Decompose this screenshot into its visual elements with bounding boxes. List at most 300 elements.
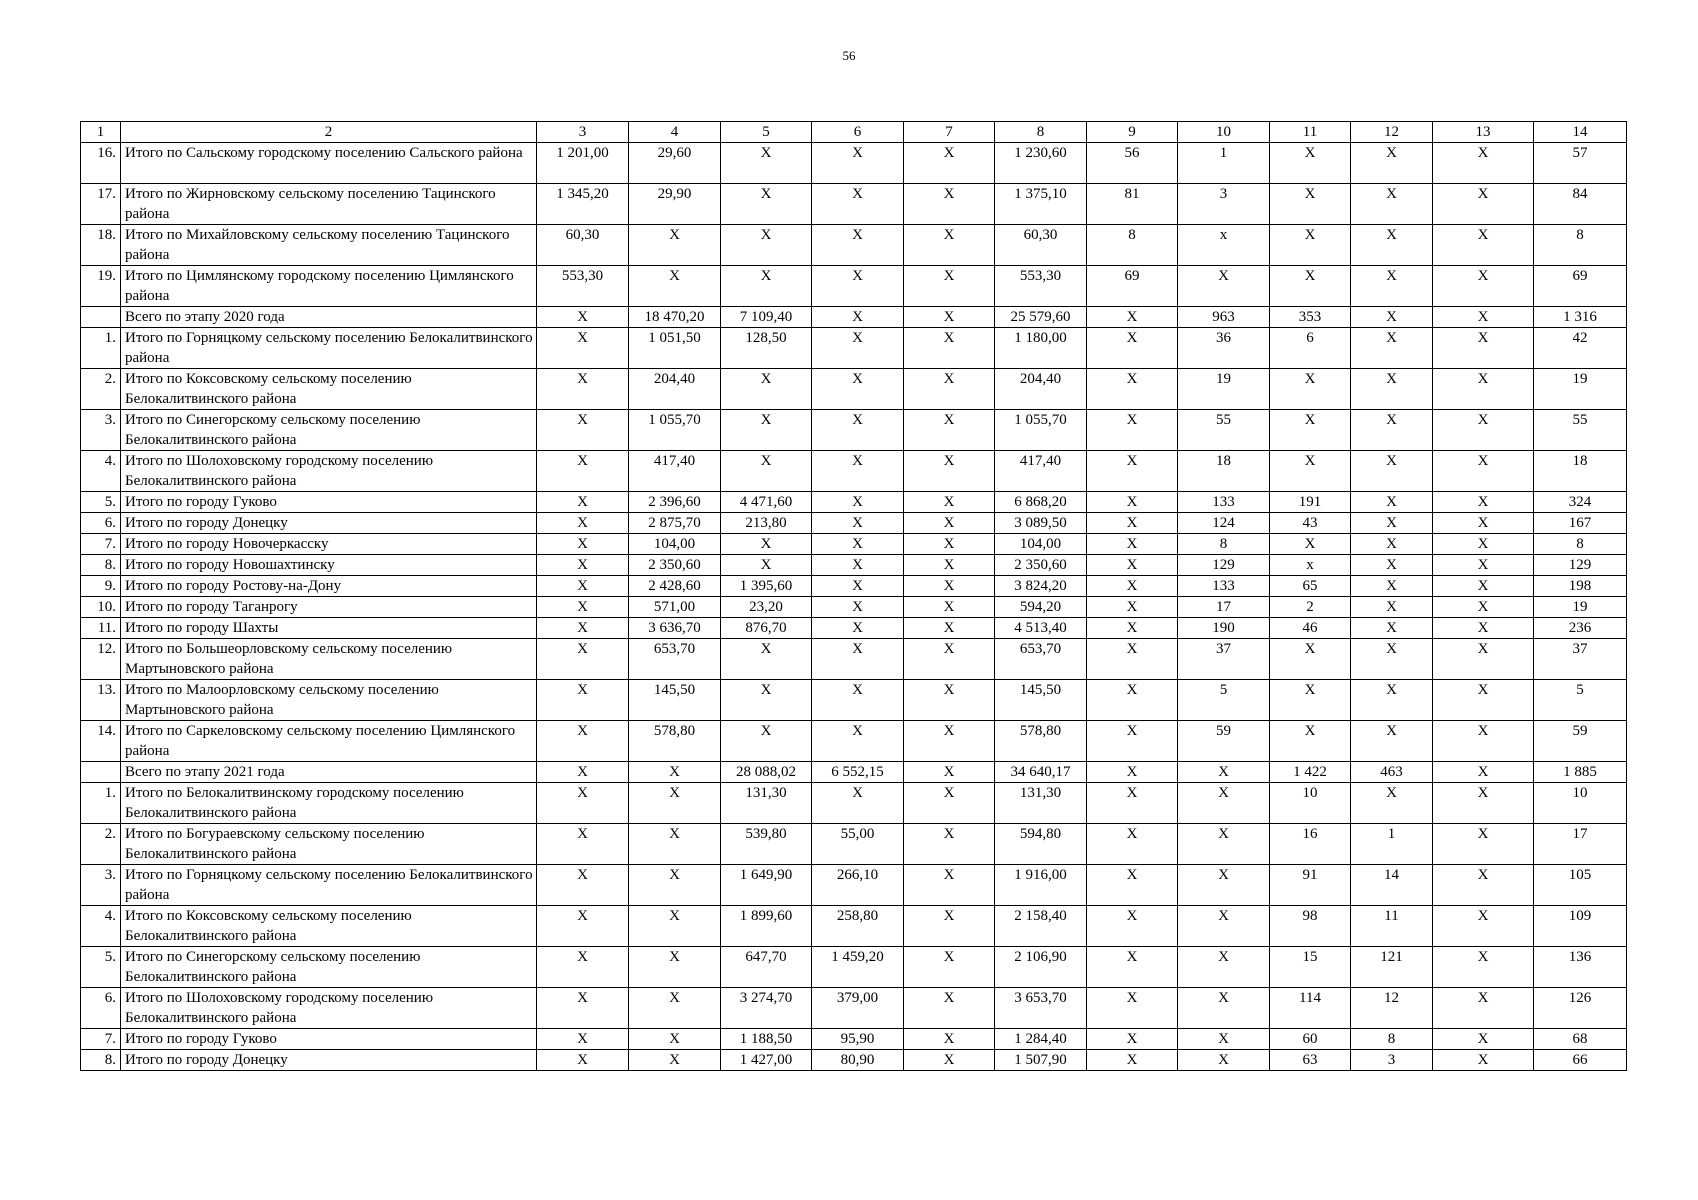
value-cell: 1 051,50 [629, 328, 721, 369]
value-cell: X [537, 680, 629, 721]
data-table [80, 121, 1627, 1071]
column-header: 2 [121, 122, 537, 143]
column-header: 12 [1351, 122, 1433, 143]
value-cell: 46 [1270, 618, 1351, 639]
value-cell: 1 284,40 [995, 1029, 1087, 1050]
value-cell: 594,20 [995, 597, 1087, 618]
value-cell: 34 640,17 [995, 762, 1087, 783]
table-row [81, 1029, 1627, 1050]
value-cell: 1 055,70 [995, 410, 1087, 451]
value-cell: 60 [1270, 1029, 1351, 1050]
value-cell: 5 [1534, 680, 1627, 721]
value-cell: X [629, 266, 721, 307]
value-cell: X [1433, 492, 1534, 513]
value-cell: X [1351, 307, 1433, 328]
value-cell: X [1087, 410, 1178, 451]
row-name-cell: Итого по городу Шахты [121, 618, 537, 639]
row-number-cell: 9. [81, 576, 121, 597]
value-cell: 167 [1534, 513, 1627, 534]
table-row [81, 534, 1627, 555]
column-header: 14 [1534, 122, 1627, 143]
value-cell: X [812, 266, 904, 307]
value-cell: X [537, 762, 629, 783]
value-cell: X [904, 947, 995, 988]
value-cell: 571,00 [629, 597, 721, 618]
table-row [81, 1050, 1627, 1071]
value-cell: X [1087, 307, 1178, 328]
value-cell: 114 [1270, 988, 1351, 1029]
value-cell: 57 [1534, 143, 1627, 184]
row-number-cell: 7. [81, 1029, 121, 1050]
value-cell: X [1433, 906, 1534, 947]
row-number-cell: 2. [81, 824, 121, 865]
value-cell: 133 [1178, 576, 1270, 597]
value-cell: X [1433, 762, 1534, 783]
row-number-cell: 19. [81, 266, 121, 307]
value-cell: X [1351, 513, 1433, 534]
value-cell: X [1270, 266, 1351, 307]
value-cell: 1 459,20 [812, 947, 904, 988]
value-cell: 129 [1178, 555, 1270, 576]
value-cell: 3 274,70 [721, 988, 812, 1029]
value-cell: 3 636,70 [629, 618, 721, 639]
value-cell: X [904, 783, 995, 824]
value-cell: X [904, 369, 995, 410]
row-number-cell: 1. [81, 328, 121, 369]
value-cell: X [904, 865, 995, 906]
value-cell: X [1433, 328, 1534, 369]
value-cell: X [1433, 225, 1534, 266]
value-cell: X [537, 824, 629, 865]
value-cell: X [1087, 1029, 1178, 1050]
value-cell: 1 427,00 [721, 1050, 812, 1071]
value-cell: 1 201,00 [537, 143, 629, 184]
value-cell: 2 350,60 [995, 555, 1087, 576]
value-cell: 10 [1534, 783, 1627, 824]
value-cell: X [1087, 906, 1178, 947]
value-cell: 66 [1534, 1050, 1627, 1071]
value-cell: X [904, 513, 995, 534]
value-cell: X [1433, 369, 1534, 410]
value-cell: 10 [1270, 783, 1351, 824]
table-row [81, 266, 1627, 307]
value-cell: 60,30 [995, 225, 1087, 266]
value-cell: X [537, 328, 629, 369]
value-cell: 2 [1270, 597, 1351, 618]
value-cell: X [1351, 721, 1433, 762]
value-cell: X [1351, 555, 1433, 576]
value-cell: 28 088,02 [721, 762, 812, 783]
value-cell: X [1178, 783, 1270, 824]
row-number-cell: 16. [81, 143, 121, 184]
value-cell: X [537, 513, 629, 534]
value-cell: X [904, 492, 995, 513]
value-cell: 594,80 [995, 824, 1087, 865]
value-cell: 1 649,90 [721, 865, 812, 906]
value-cell: X [812, 513, 904, 534]
table-row [81, 947, 1627, 988]
value-cell: X [1351, 328, 1433, 369]
row-number-cell: 6. [81, 513, 121, 534]
row-name-cell: Итого по городу Ростову-на-Дону [121, 576, 537, 597]
value-cell: X [812, 328, 904, 369]
value-cell: X [1351, 225, 1433, 266]
value-cell: X [1270, 184, 1351, 225]
value-cell: 2 428,60 [629, 576, 721, 597]
value-cell: 191 [1270, 492, 1351, 513]
value-cell: X [537, 534, 629, 555]
value-cell: 1 395,60 [721, 576, 812, 597]
value-cell: X [1433, 555, 1534, 576]
column-header: 5 [721, 122, 812, 143]
value-cell: X [537, 1050, 629, 1071]
value-cell: 1 [1178, 143, 1270, 184]
table-row [81, 555, 1627, 576]
value-cell: X [812, 680, 904, 721]
value-cell: X [1351, 143, 1433, 184]
row-name-cell: Итого по городу Гуково [121, 1029, 537, 1050]
row-number-cell: 8. [81, 555, 121, 576]
value-cell: 59 [1534, 721, 1627, 762]
value-cell: 1 188,50 [721, 1029, 812, 1050]
value-cell: 126 [1534, 988, 1627, 1029]
value-cell: X [629, 906, 721, 947]
value-cell: X [1178, 988, 1270, 1029]
value-cell: X [721, 639, 812, 680]
value-cell: X [904, 328, 995, 369]
table-row [81, 721, 1627, 762]
value-cell: 105 [1534, 865, 1627, 906]
value-cell: X [904, 721, 995, 762]
row-number-cell [81, 307, 121, 328]
row-name-cell: Итого по Коксовскому сельскому поселению Белокалитвинского района [121, 369, 537, 410]
value-cell: X [1433, 184, 1534, 225]
value-cell: X [1178, 1050, 1270, 1071]
value-cell: 3 089,50 [995, 513, 1087, 534]
value-cell: X [537, 451, 629, 492]
value-cell: X [812, 410, 904, 451]
value-cell: X [904, 639, 995, 680]
column-header: 13 [1433, 122, 1534, 143]
value-cell: 198 [1534, 576, 1627, 597]
column-header: 1 [81, 122, 121, 143]
value-cell: X [1270, 721, 1351, 762]
table-row [81, 618, 1627, 639]
value-cell: 3 [1351, 1050, 1433, 1071]
value-cell: X [629, 1029, 721, 1050]
value-cell: 18 470,20 [629, 307, 721, 328]
table-row [81, 597, 1627, 618]
value-cell: 2 875,70 [629, 513, 721, 534]
value-cell: X [812, 597, 904, 618]
row-name-cell: Итого по городу Новочеркасску [121, 534, 537, 555]
value-cell: 56 [1087, 143, 1178, 184]
value-cell: X [1178, 266, 1270, 307]
row-name-cell: Итого по Синегорскому сельскому поселению Белокалитвинского района [121, 410, 537, 451]
table-row [81, 988, 1627, 1029]
value-cell: 8 [1534, 534, 1627, 555]
value-cell: 95,90 [812, 1029, 904, 1050]
value-cell: 236 [1534, 618, 1627, 639]
table-row [81, 492, 1627, 513]
value-cell: X [1433, 721, 1534, 762]
value-cell: X [629, 225, 721, 266]
row-name-cell: Итого по Цимлянскому городскому поселению Цимлянского района [121, 266, 537, 307]
value-cell: X [812, 783, 904, 824]
row-number-cell: 12. [81, 639, 121, 680]
value-cell: X [1270, 680, 1351, 721]
value-cell: X [812, 721, 904, 762]
row-number-cell: 8. [81, 1050, 121, 1071]
value-cell: X [1178, 906, 1270, 947]
value-cell: X [1351, 783, 1433, 824]
value-cell: X [1433, 597, 1534, 618]
value-cell: X [1433, 266, 1534, 307]
value-cell: 190 [1178, 618, 1270, 639]
row-number-cell: 5. [81, 492, 121, 513]
value-cell: 131,30 [721, 783, 812, 824]
value-cell: 6 [1270, 328, 1351, 369]
value-cell: 6 552,15 [812, 762, 904, 783]
value-cell: 81 [1087, 184, 1178, 225]
value-cell: 63 [1270, 1050, 1351, 1071]
value-cell: X [1087, 534, 1178, 555]
table-row [81, 451, 1627, 492]
value-cell: X [904, 680, 995, 721]
value-cell: X [1433, 576, 1534, 597]
value-cell: X [1433, 513, 1534, 534]
value-cell: 963 [1178, 307, 1270, 328]
table-row [81, 369, 1627, 410]
value-cell: X [1433, 824, 1534, 865]
value-cell: 60,30 [537, 225, 629, 266]
value-cell: 18 [1534, 451, 1627, 492]
value-cell: 11 [1351, 906, 1433, 947]
value-cell: X [1087, 513, 1178, 534]
value-cell: X [1270, 639, 1351, 680]
value-cell: X [904, 1050, 995, 1071]
value-cell: X [1351, 369, 1433, 410]
value-cell: X [1433, 680, 1534, 721]
value-cell: 19 [1534, 369, 1627, 410]
value-cell: 417,40 [629, 451, 721, 492]
table-row [81, 513, 1627, 534]
table-row [81, 184, 1627, 225]
value-cell: 104,00 [995, 534, 1087, 555]
value-cell: 4 471,60 [721, 492, 812, 513]
value-cell: 37 [1178, 639, 1270, 680]
value-cell: X [904, 451, 995, 492]
value-cell: X [1433, 865, 1534, 906]
value-cell: X [721, 534, 812, 555]
value-cell: X [904, 906, 995, 947]
row-name-cell: Итого по городу Гуково [121, 492, 537, 513]
value-cell: X [721, 410, 812, 451]
value-cell: 553,30 [537, 266, 629, 307]
value-cell: 353 [1270, 307, 1351, 328]
value-cell: 2 396,60 [629, 492, 721, 513]
value-cell: X [904, 555, 995, 576]
value-cell: X [1087, 988, 1178, 1029]
value-cell: X [1351, 680, 1433, 721]
row-name-cell: Итого по городу Донецку [121, 1050, 537, 1071]
value-cell: 15 [1270, 947, 1351, 988]
value-cell: 23,20 [721, 597, 812, 618]
value-cell: X [1351, 184, 1433, 225]
value-cell: X [1351, 266, 1433, 307]
row-number-cell: 3. [81, 410, 121, 451]
value-cell: 36 [1178, 328, 1270, 369]
row-number-cell: 5. [81, 947, 121, 988]
value-cell: 80,90 [812, 1050, 904, 1071]
value-cell: X [1087, 328, 1178, 369]
value-cell: X [904, 597, 995, 618]
value-cell: X [1433, 143, 1534, 184]
value-cell: X [812, 576, 904, 597]
value-cell: X [904, 824, 995, 865]
row-name-cell: Итого по Шолоховскому городскому поселению Белокалитвинского района [121, 988, 537, 1029]
column-header: 6 [812, 122, 904, 143]
value-cell: X [537, 639, 629, 680]
value-cell: 29,90 [629, 184, 721, 225]
row-number-cell [81, 762, 121, 783]
value-cell: 1 316 [1534, 307, 1627, 328]
value-cell: X [812, 492, 904, 513]
value-cell: X [1178, 947, 1270, 988]
value-cell: 14 [1351, 865, 1433, 906]
value-cell: X [537, 988, 629, 1029]
value-cell: X [1087, 492, 1178, 513]
value-cell: X [1087, 947, 1178, 988]
value-cell: X [904, 184, 995, 225]
value-cell: X [1433, 307, 1534, 328]
value-cell: X [812, 369, 904, 410]
column-header: 7 [904, 122, 995, 143]
value-cell: X [1087, 597, 1178, 618]
value-cell: X [1351, 534, 1433, 555]
value-cell: X [904, 1029, 995, 1050]
value-cell: X [1087, 369, 1178, 410]
value-cell: X [1351, 576, 1433, 597]
value-cell: 145,50 [995, 680, 1087, 721]
value-cell: 553,30 [995, 266, 1087, 307]
row-number-cell: 1. [81, 783, 121, 824]
value-cell: 121 [1351, 947, 1433, 988]
table-row [81, 225, 1627, 266]
row-name-cell: Итого по Коксовскому сельскому поселению Белокалитвинского района [121, 906, 537, 947]
value-cell: x [1270, 555, 1351, 576]
value-cell: 258,80 [812, 906, 904, 947]
value-cell: 68 [1534, 1029, 1627, 1050]
value-cell: 19 [1178, 369, 1270, 410]
value-cell: X [1270, 225, 1351, 266]
value-cell: X [1087, 1050, 1178, 1071]
value-cell: X [812, 307, 904, 328]
value-cell: X [1270, 534, 1351, 555]
row-name-cell: Итого по городу Новошахтинску [121, 555, 537, 576]
value-cell: X [537, 410, 629, 451]
value-cell: X [1433, 1050, 1534, 1071]
header-row [81, 122, 1627, 143]
value-cell: X [1433, 534, 1534, 555]
value-cell: 128,50 [721, 328, 812, 369]
value-cell: X [1178, 824, 1270, 865]
value-cell: X [812, 639, 904, 680]
row-name-cell: Итого по Сальскому городскому поселению Сальского района [121, 143, 537, 184]
column-header: 3 [537, 122, 629, 143]
row-name-cell: Итого по Саркеловскому сельскому поселению Цимлянского района [121, 721, 537, 762]
row-number-cell: 3. [81, 865, 121, 906]
table-row [81, 824, 1627, 865]
value-cell: X [1270, 369, 1351, 410]
table-row [81, 783, 1627, 824]
value-cell: X [537, 618, 629, 639]
value-cell: X [1433, 451, 1534, 492]
value-cell: X [1178, 762, 1270, 783]
value-cell: 8 [1178, 534, 1270, 555]
value-cell: 539,80 [721, 824, 812, 865]
value-cell: X [537, 865, 629, 906]
value-cell: X [904, 307, 995, 328]
row-name-cell: Итого по Большеорловскому сельскому поселению Мартыновского района [121, 639, 537, 680]
value-cell: X [721, 451, 812, 492]
value-cell: 8 [1534, 225, 1627, 266]
value-cell: 2 106,90 [995, 947, 1087, 988]
value-cell: X [904, 410, 995, 451]
row-name-cell: Итого по Горняцкому сельскому поселению Белокалитвинского района [121, 328, 537, 369]
value-cell: 55 [1178, 410, 1270, 451]
column-header: 4 [629, 122, 721, 143]
value-cell: 204,40 [995, 369, 1087, 410]
value-cell: 653,70 [995, 639, 1087, 680]
value-cell: 42 [1534, 328, 1627, 369]
value-cell: X [904, 988, 995, 1029]
value-cell: X [904, 266, 995, 307]
value-cell: 19 [1534, 597, 1627, 618]
row-name-cell: Итого по Жирновскому сельскому поселению Тацинского района [121, 184, 537, 225]
value-cell: X [1270, 451, 1351, 492]
value-cell: 463 [1351, 762, 1433, 783]
value-cell: 69 [1534, 266, 1627, 307]
value-cell: X [721, 266, 812, 307]
value-cell: X [537, 492, 629, 513]
row-number-cell: 6. [81, 988, 121, 1029]
value-cell: X [1433, 947, 1534, 988]
value-cell: 1 507,90 [995, 1050, 1087, 1071]
value-cell: X [1351, 492, 1433, 513]
value-cell: X [904, 762, 995, 783]
value-cell: X [721, 369, 812, 410]
value-cell: 1 [1351, 824, 1433, 865]
value-cell: X [812, 534, 904, 555]
value-cell: X [537, 576, 629, 597]
value-cell: 3 653,70 [995, 988, 1087, 1029]
value-cell: X [629, 824, 721, 865]
value-cell: 124 [1178, 513, 1270, 534]
table-row [81, 639, 1627, 680]
value-cell: X [721, 143, 812, 184]
value-cell: X [1087, 555, 1178, 576]
value-cell: 55 [1534, 410, 1627, 451]
value-cell: X [1433, 639, 1534, 680]
value-cell: 17 [1178, 597, 1270, 618]
value-cell: 5 [1178, 680, 1270, 721]
value-cell: X [721, 555, 812, 576]
value-cell: X [629, 947, 721, 988]
value-cell: 8 [1351, 1029, 1433, 1050]
value-cell: 578,80 [629, 721, 721, 762]
value-cell: 109 [1534, 906, 1627, 947]
